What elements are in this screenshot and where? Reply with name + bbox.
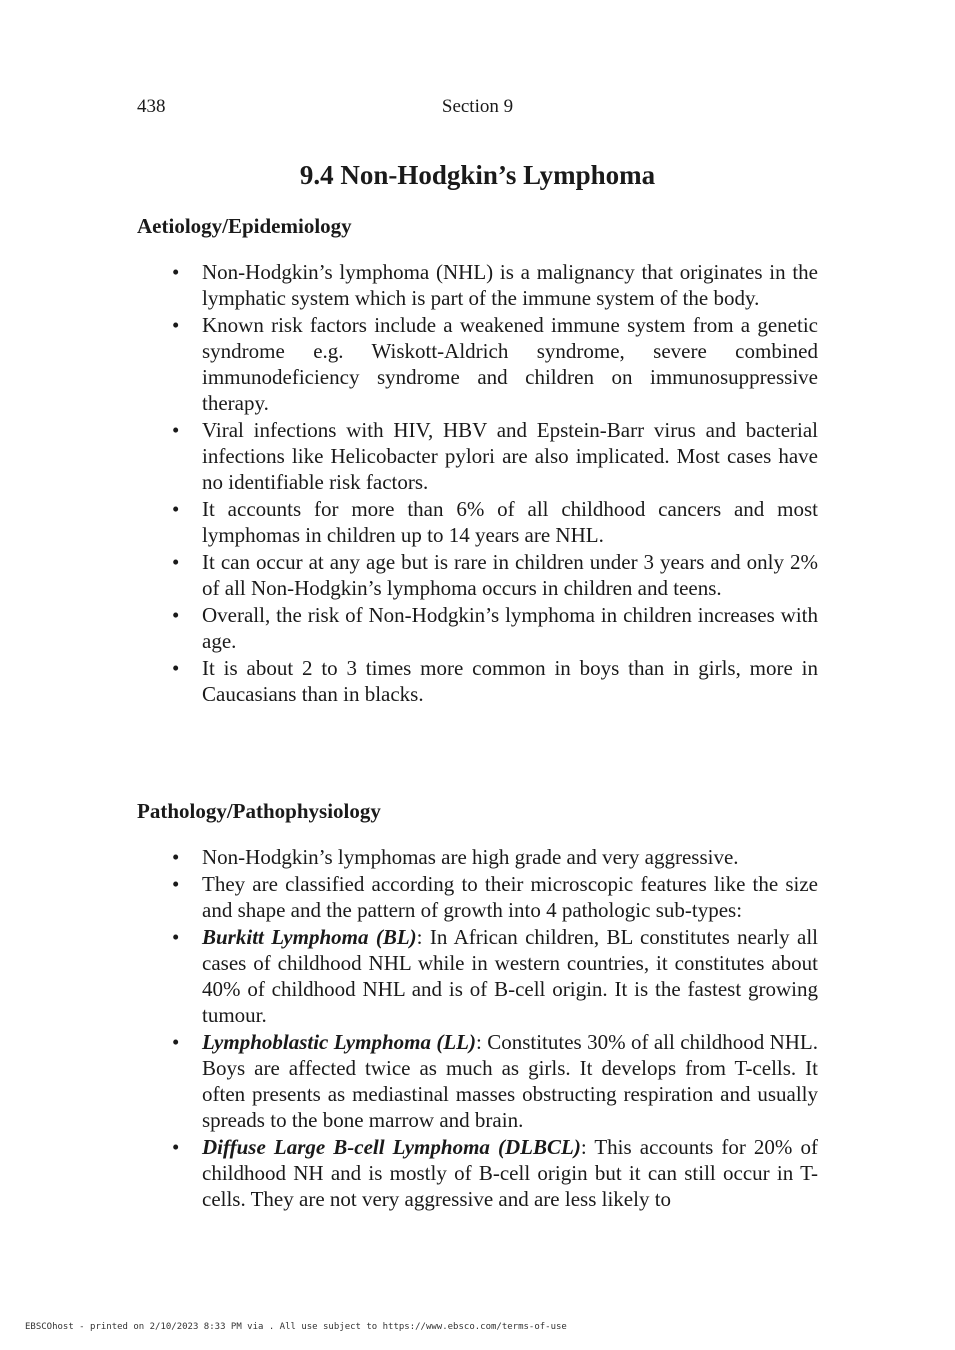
pathology-heading: Pathology/Pathophysiology xyxy=(137,799,381,823)
aetiology-section xyxy=(137,214,818,708)
list-item: • Known risk factors include a weakened immune system from a genetic syndrome e.g. Wiskott-Aldrich syndrome, severe combined immunodeficiency syndrome and children on immunosuppressive therapy. xyxy=(202,312,818,416)
subtype-description: : Constitutes 30% of all childhood NHL. Boys are affected twice as much as girls. It develops from T-cells. It often presents as mediastinal masses obstructing respiration and usually spreads to the bone marrow and brain. xyxy=(202,1030,818,1133)
subtype-term: Lymphoblastic Lymphoma (LL) xyxy=(202,1030,476,1055)
subtype-item xyxy=(202,924,818,1028)
list-item: • Viral infections with HIV, HBV and Epstein-Barr virus and bacterial infections like Helicobacter pylori are also implicated. Most cases have no identifiable risk factors. xyxy=(202,417,818,495)
subtype-item xyxy=(202,1029,818,1133)
list-item: • They are classified according to their microscopic features like the size and shape and the pattern of growth into 4 pathologic sub-types: xyxy=(202,871,818,923)
subtype-description: : This accounts for 20% of childhood NH and is mostly of B-cell origin but it can still occur in T-cells. They are not very aggressive and are less likely to xyxy=(202,1135,818,1212)
pathology-section xyxy=(137,799,818,1213)
pathology-list xyxy=(137,844,818,1212)
list-item: • It can occur at any age but is rare in children under 3 years and only 2% of all Non-Hodgkin’s lymphoma occurs in children and teens. xyxy=(202,549,818,601)
aetiology-heading: Aetiology/Epidemiology xyxy=(137,214,352,238)
subtype-term: Burkitt Lymphoma (BL) xyxy=(202,925,417,950)
aetiology-list xyxy=(137,259,818,707)
page-header xyxy=(137,96,818,122)
list-item: • Overall, the risk of Non-Hodgkin’s lymphoma in children increases with age. xyxy=(202,602,818,654)
print-footer: EBSCOhost - printed on 2/10/2023 8:33 PM via . All use subject to https://www.ebsco.com/terms-of-use xyxy=(25,1322,567,1332)
page-number: 438 xyxy=(137,96,166,117)
list-item: • Non-Hodgkin’s lymphoma (NHL) is a malignancy that originates in the lymphatic system which is part of the immune system of the body. xyxy=(202,259,818,311)
subtype-term: Diffuse Large B-cell Lymphoma (DLBCL) xyxy=(202,1135,581,1160)
list-item: • It is about 2 to 3 times more common in boys than in girls, more in Caucasians than in blacks. xyxy=(202,655,818,707)
running-section-title: Section 9 xyxy=(441,96,514,117)
list-item: • It accounts for more than 6% of all childhood cancers and most lymphomas in children up to 14 years are NHL. xyxy=(202,496,818,548)
chapter-title: 9.4 Non-Hodgkin’s Lymphoma xyxy=(299,160,656,190)
list-item: • Non-Hodgkin’s lymphomas are high grade and very aggressive. xyxy=(202,844,818,870)
subtype-description: : In African children, BL constitutes nearly all cases of childhood NHL while in western countries, it constitutes about 40% of childhood NHL and is of B-cell origin. It is the fastest growing tumour. xyxy=(202,925,818,1028)
subtype-item xyxy=(202,1134,818,1212)
